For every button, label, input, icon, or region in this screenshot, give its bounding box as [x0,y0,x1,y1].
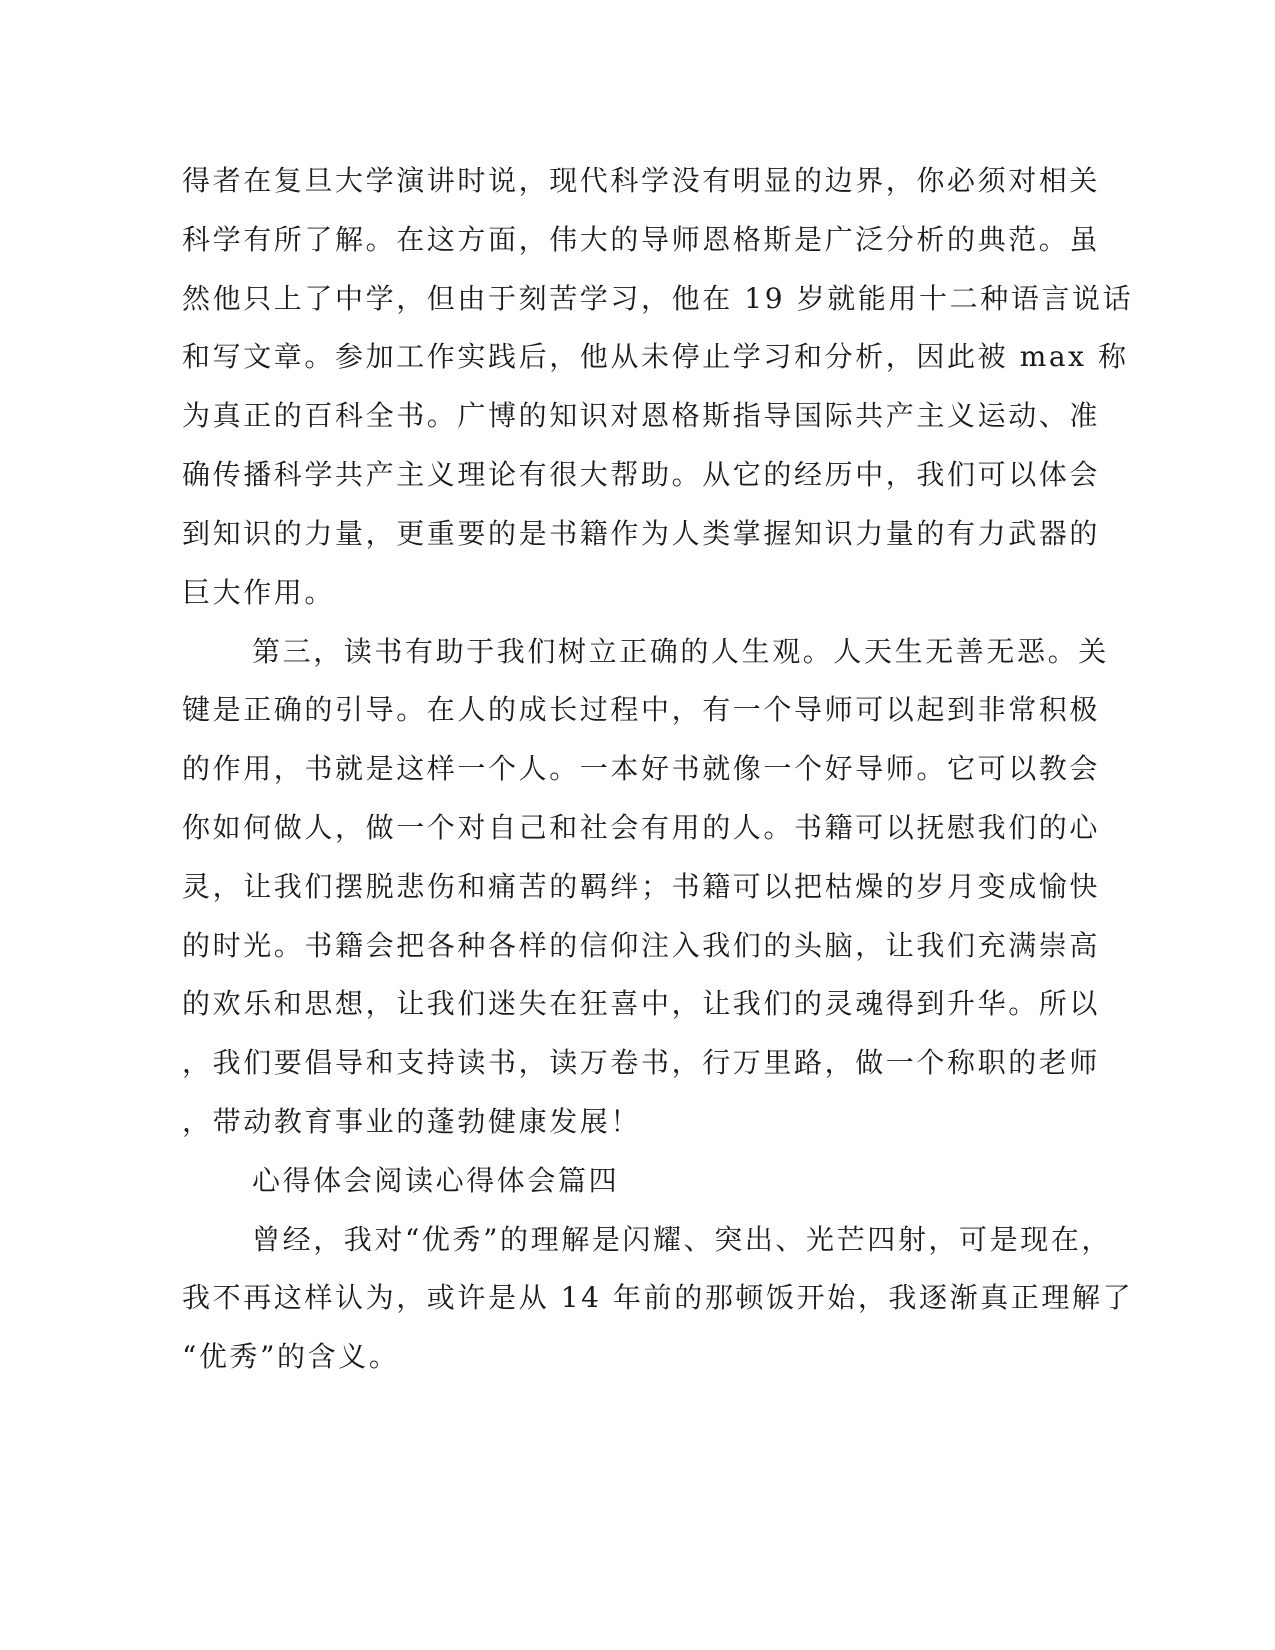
text-line: 键是正确的引导。在人的成长过程中，有一个导师可以起到非常积极 [182,693,1101,726]
text-line: 确传播科学共产主义理论有很大帮助。从它的经历中，我们可以体会 [182,458,1101,491]
text-line: 我不再这样认为，或许是从 14 年前的那顿饭开始，我逐渐真正理解了 [182,1281,1134,1314]
text-line: ，带动教育事业的蓬勃健康发展！ [182,1105,642,1138]
text-line: 为真正的百科全书。广博的知识对恩格斯指导国际共产主义运动、准 [182,399,1101,432]
text-line: 得者在复旦大学演讲时说，现代科学没有明显的边界，你必须对相关 [182,164,1101,197]
text-line: 的时光。书籍会把各种各样的信仰注入我们的头脑，让我们充满崇高 [182,929,1101,962]
text-line: 灵，让我们摆脱悲伤和痛苦的羁绊；书籍可以把枯燥的岁月变成愉快 [182,870,1101,903]
text-line: 的欢乐和思想，让我们迷失在狂喜中，让我们的灵魂得到升华。所以 [182,987,1101,1020]
text-line: 和写文章。参加工作实践后，他从未停止学习和分析，因此被 max 称 [182,340,1129,373]
text-line: 科学有所了解。在这方面，伟大的导师恩格斯是广泛分析的典范。虽 [182,223,1101,256]
text-line: 曾经，我对“优秀”的理解是闪耀、突出、光芒四射，可是现在， [252,1223,1113,1256]
text-line: 的作用，书就是这样一个人。一本好书就像一个好导师。它可以教会 [182,752,1101,785]
text-line: 第三，读书有助于我们树立正确的人生观。人天生无善无恶。关 [252,635,1109,668]
text-line: 巨大作用。 [182,576,336,609]
text-line: “优秀”的含义。 [182,1340,400,1373]
text-line: 你如何做人，做一个对自己和社会有用的人。书籍可以抚慰我们的心 [182,811,1101,844]
text-line: ，我们要倡导和支持读书，读万卷书，行万里路，做一个称职的老师 [182,1046,1101,1079]
text-line: 然他只上了中学，但由于刻苦学习，他在 19 岁就能用十二种语言说话 [182,282,1134,315]
text-line: 到知识的力量，更重要的是书籍作为人类掌握知识力量的有力武器的 [182,517,1101,550]
section-title: 心得体会阅读心得体会篇四 [252,1164,620,1197]
